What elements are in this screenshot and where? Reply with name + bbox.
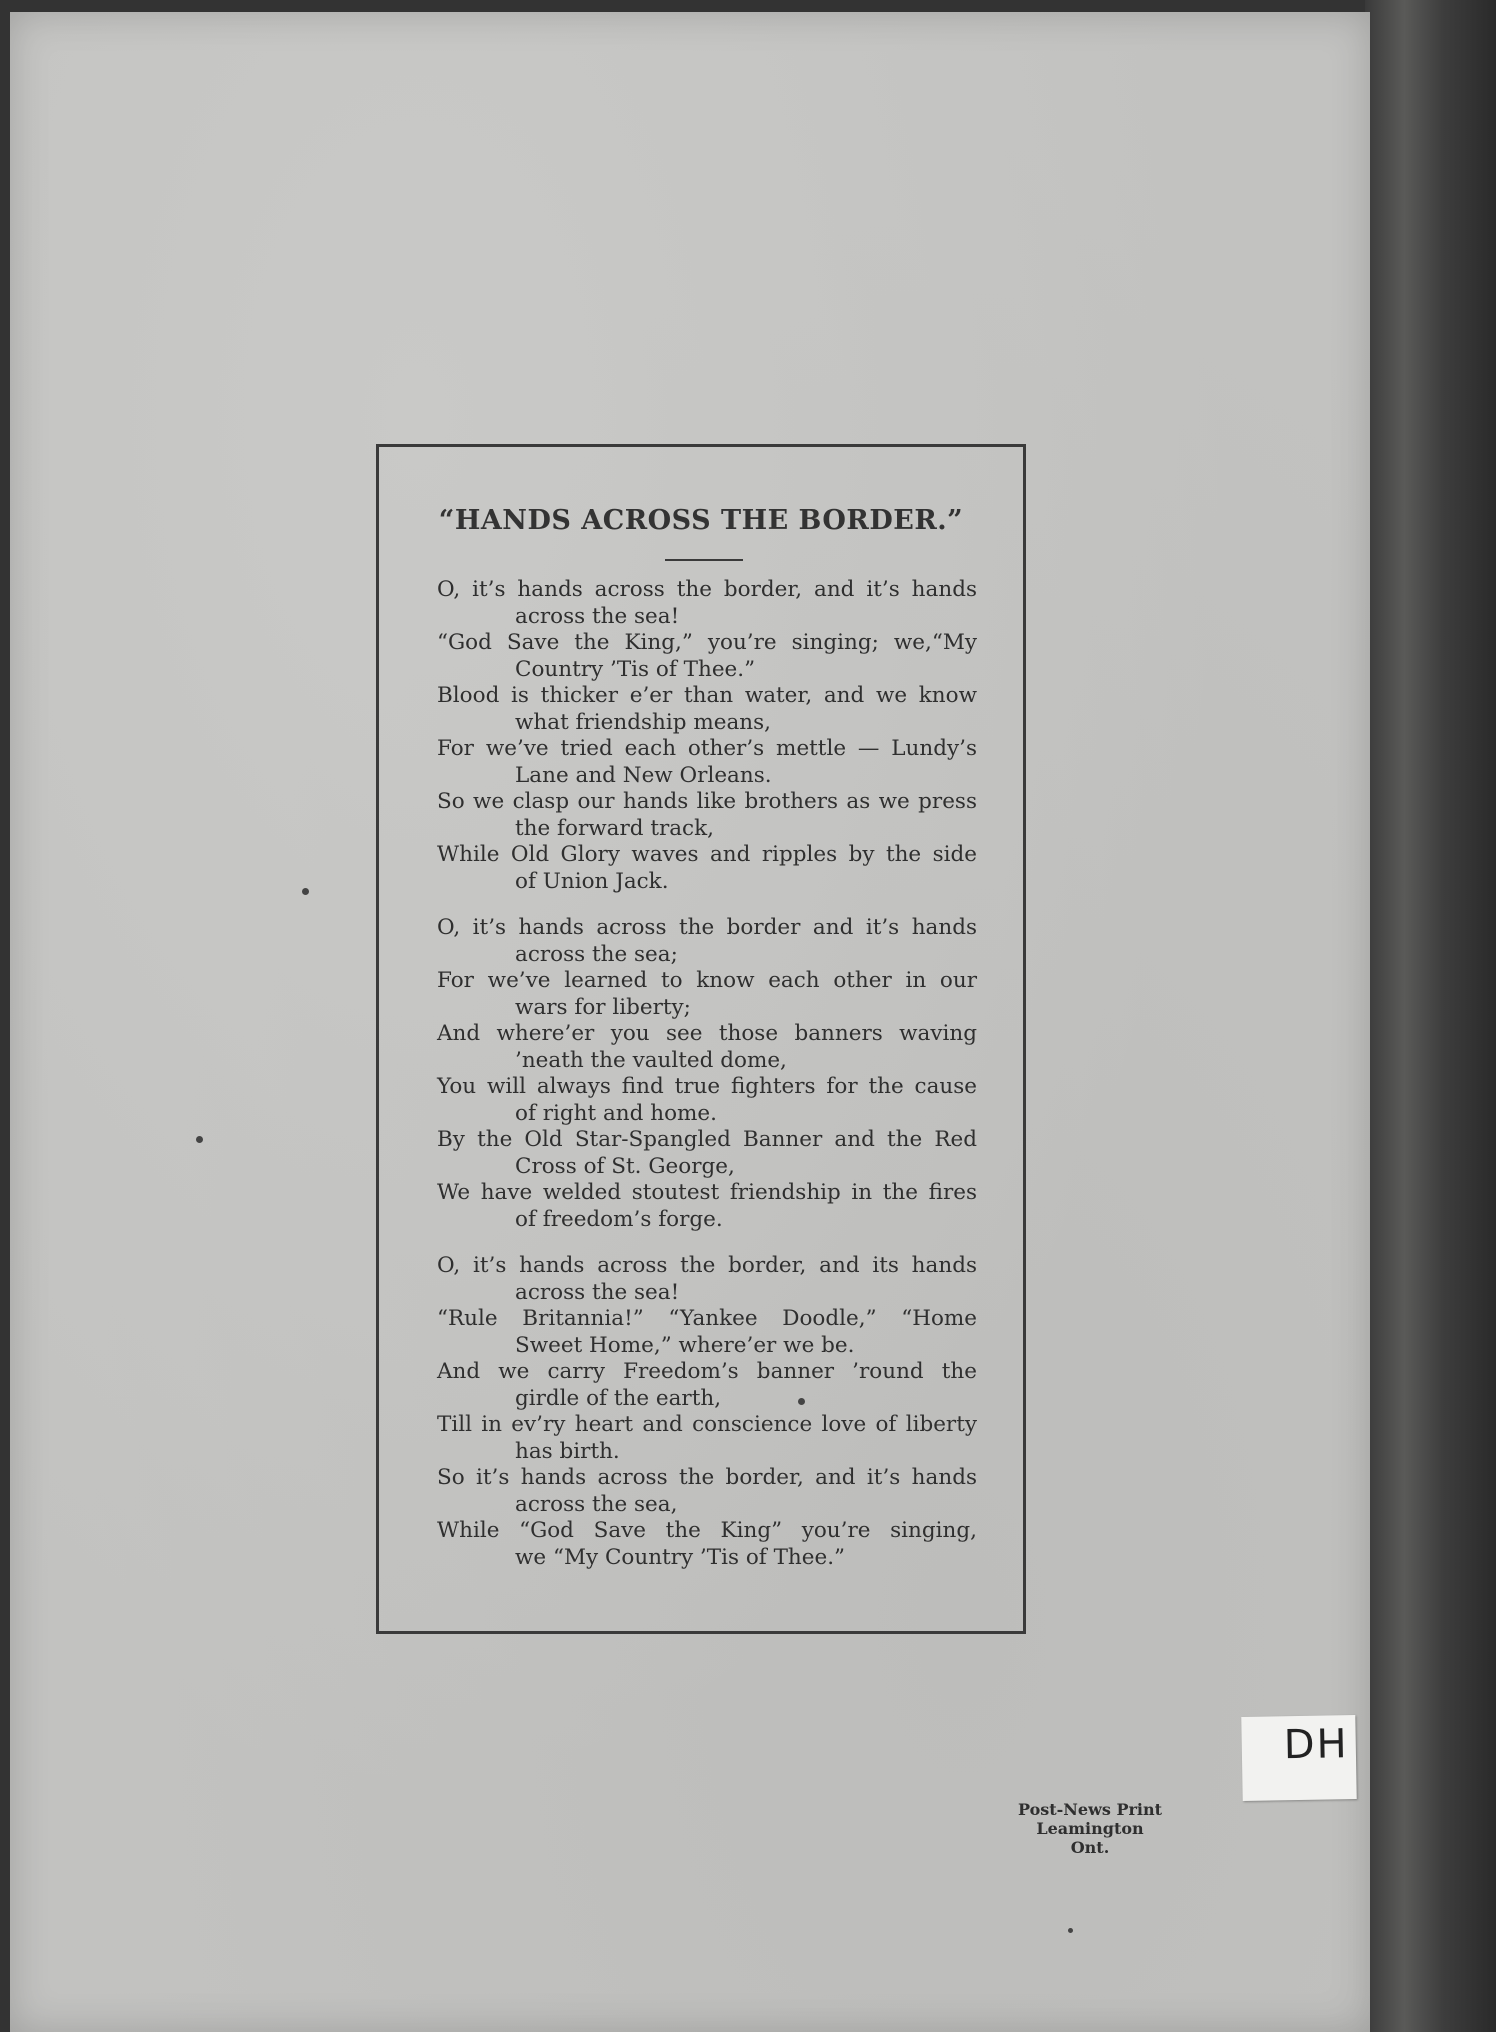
poem-line: While Old Glory waves and ripples by the side <box>437 842 977 867</box>
poem-line-continuation: of freedom’s forge. <box>515 1206 723 1232</box>
poem-line: So it’s hands across the border, and it’s hands <box>437 1465 977 1490</box>
poem-line-continuation: the forward track, <box>515 815 714 841</box>
poem-line-continuation: wars for liberty; <box>515 994 691 1020</box>
poem-line: By the Old Star-Spangled Banner and the Red <box>437 1127 977 1152</box>
poem-line: So we clasp our hands like brothers as we press <box>437 789 977 814</box>
printer-province: Ont. <box>1070 1838 1110 1857</box>
poem-stanza <box>437 915 977 1233</box>
poem-line: While “God Save the King” you’re singing, <box>437 1518 977 1543</box>
book-spine <box>1365 0 1496 2032</box>
poem-line: “God Save the King,” you’re singing; we,“My <box>437 630 977 655</box>
poem-line: For we’ve learned to know each other in our <box>437 968 977 993</box>
poem-line: Till in ev’ry heart and conscience love of liberty <box>437 1412 977 1437</box>
poem-line: O, it’s hands across the border and it’s hands <box>437 915 977 940</box>
poem-line-continuation: Lane and New Orleans. <box>515 762 772 788</box>
poem-line-continuation: across the sea! <box>515 603 680 629</box>
library-label <box>1241 1715 1356 1801</box>
poem-line: And where’er you see those banners waving <box>437 1021 977 1046</box>
poem-line: For we’ve tried each other’s mettle — Lundy’s <box>437 736 977 761</box>
poem-stanza <box>437 577 977 895</box>
paper-speck <box>302 888 309 895</box>
printer-imprint <box>1000 1800 1180 1857</box>
poem-line-continuation: Sweet Home,” where’er we be. <box>515 1332 855 1358</box>
poem-line-continuation: Country ’Tis of Thee.” <box>515 656 756 682</box>
poem-line-continuation: ’neath the vaulted dome, <box>515 1047 787 1073</box>
poem-frame <box>376 444 1026 1634</box>
poem-line: And we carry Freedom’s banner ’round the <box>437 1359 977 1384</box>
poem-line: We have welded stoutest friendship in the fires <box>437 1180 977 1205</box>
printer-city: Leamington <box>1036 1819 1144 1838</box>
poem-body <box>437 577 977 1591</box>
poem-line: Blood is thicker e’er than water, and we know <box>437 683 977 708</box>
poem-line-continuation: of right and home. <box>515 1100 717 1126</box>
poem-line-continuation: girdle of the earth, <box>515 1385 722 1411</box>
poem-line: “Rule Britannia!” “Yankee Doodle,” “Home <box>437 1306 977 1331</box>
poem-line-continuation: across the sea! <box>515 1279 680 1305</box>
poem-line-continuation: we “My Country ’Tis of Thee.” <box>515 1544 846 1570</box>
poem-line-continuation: what friendship means, <box>515 709 771 735</box>
poem-line: O, it’s hands across the border, and its hands <box>437 1253 977 1278</box>
poem-line-continuation: Cross of St. George, <box>515 1153 735 1179</box>
poem-line-continuation: has birth. <box>515 1438 620 1464</box>
poem-title: “HANDS ACROSS THE BORDER.” <box>438 505 964 536</box>
title-divider <box>665 559 743 561</box>
poem-line: O, it’s hands across the border, and it’s hands <box>437 577 977 602</box>
poem-line-continuation: of Union Jack. <box>515 868 669 894</box>
poem-line: You will always find true fighters for the cause <box>437 1074 977 1099</box>
paper-speck <box>196 1136 203 1143</box>
printer-name: Post-News Print <box>1017 1800 1163 1819</box>
poem-stanza <box>437 1253 977 1571</box>
poem-line-continuation: across the sea, <box>515 1491 678 1517</box>
poem-line-continuation: across the sea; <box>515 941 678 967</box>
paper-speck <box>1068 1928 1073 1933</box>
library-label-text: DH <box>1283 1721 1350 1769</box>
